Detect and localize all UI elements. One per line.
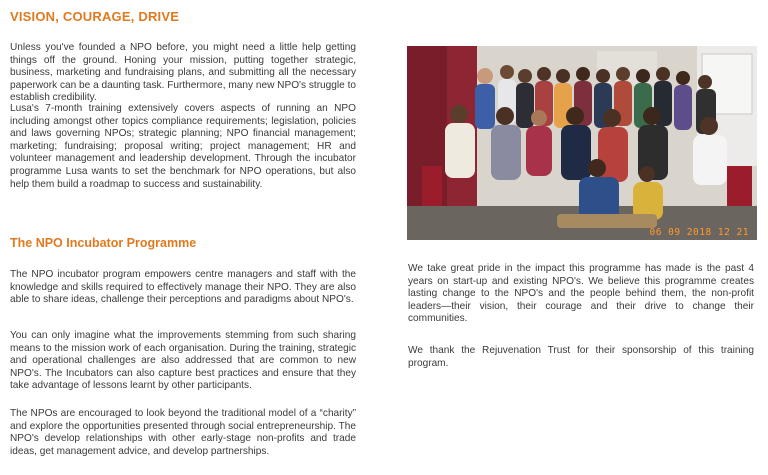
group-photo bbox=[407, 46, 757, 240]
intro-paragraph: Unless you've founded a NPO before, you might need a little help getting things off the ground. Honing your mission, putting together strategic, business, marketing and fundraising plans, and submitting all the necessary paperwork can be a daunting task. Furthermore, many new NPO's struggle to establish credibility. bbox=[10, 42, 356, 104]
section-heading: VISION, COURAGE, DRIVE bbox=[10, 9, 180, 24]
programme-subheading: The NPO Incubator Programme bbox=[10, 236, 197, 250]
sponsorship-paragraph: We thank the Rejuvenation Trust for their sponsorship of this training program. bbox=[408, 345, 754, 369]
impact-paragraph: We take great pride in the impact this programme has made is the past 4 years on start-up and existing NPO's. We believe this programme creates lasting change to the NPO's and the people behind them, the non-profit leaders—their vision, their courage and their drive to change their communities. bbox=[408, 263, 754, 325]
incubator-paragraph: The NPO incubator program empowers centre managers and staff with the knowledge and skills required to effectively manage their NPO. They are also able to share ideas, challenge their perceptions and paradigms about NPO's. bbox=[10, 269, 356, 306]
group-photo-illustration bbox=[407, 46, 757, 240]
improvements-paragraph: You can only imagine what the improvements stemming from such sharing means to the mission work of each organisation. During the training, strategic and operational challenges are also addressed that are common to new NPO's. The Incubators can also capture best practices and ensure that they take advantage of lessons learnt by other participants. bbox=[10, 330, 356, 392]
entrepreneurship-paragraph: The NPOs are encouraged to look beyond the traditional model of a “charity” and explore the opportunities presented through social entrepreneurship. The NPO's develop relationships with other early-stage non-profits and trade ideas, get management advice, and develop partnerships. bbox=[10, 408, 356, 457]
training-paragraph: Lusa's 7-month training extensively covers aspects of running an NPO including amongst other topics compliance requirements; legislation, policies and laws governing NPOs; strategic planning; NPO financial management; marketing; fundraising; proposal writing; project management; HR and volunteer management and leadership development. Through the incubator programme Lusa wants to set the benchmark for NPO operations, but also help them build a roadmap to success and sustainability. bbox=[10, 103, 356, 190]
photo-timestamp: 06 09 2018 12 21 bbox=[649, 227, 749, 238]
